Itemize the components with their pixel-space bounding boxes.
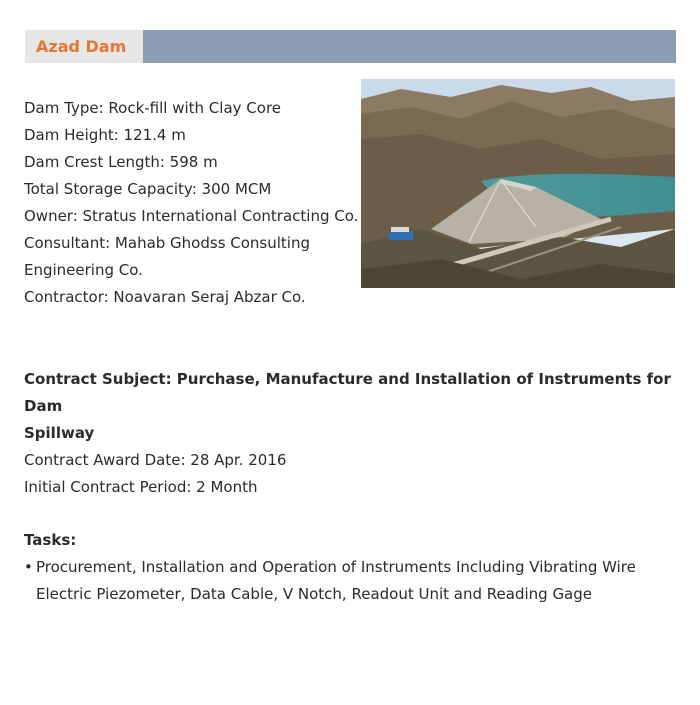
task-item <box>24 554 679 608</box>
detail-storage-capacity: Total Storage Capacity: 300 MCM <box>24 180 272 198</box>
contract-subject-line2: Spillway <box>24 424 95 442</box>
task-line1: Procurement, Installation and Operation of Instruments Including Vibrating Wire <box>36 558 636 576</box>
detail-contractor: Contractor: Noavaran Seraj Abzar Co. <box>24 288 306 306</box>
detail-consultant-cont: Engineering Co. <box>24 261 143 279</box>
contract-subject-line1: Contract Subject: Purchase, Manufacture and Installation of Instruments for Dam <box>24 370 671 415</box>
contract-subject <box>24 366 679 447</box>
detail-crest-length: Dam Crest Length: 598 m <box>24 153 218 171</box>
tasks-section <box>24 527 679 608</box>
task-line2: Electric Piezometer, Data Cable, V Notch, Readout Unit and Reading Gage <box>36 585 593 603</box>
detail-consultant: Consultant: Mahab Ghodss Consulting <box>24 234 311 252</box>
tasks-heading: Tasks: <box>24 531 77 549</box>
header-tab <box>25 30 143 63</box>
contract-award-date: Contract Award Date: 28 Apr. 2016 <box>24 451 287 469</box>
bullet-icon: • <box>24 558 33 576</box>
section-header <box>25 30 676 63</box>
page-title: Azad Dam <box>36 37 127 56</box>
dam-details <box>24 95 359 311</box>
contract-section <box>24 366 679 501</box>
dam-photo <box>361 79 675 288</box>
detail-owner: Owner: Stratus International Contracting Co. <box>24 207 359 225</box>
contract-period: Initial Contract Period: 2 Month <box>24 478 258 496</box>
detail-dam-height: Dam Height: 121.4 m <box>24 126 186 144</box>
detail-dam-type: Dam Type: Rock-fill with Clay Core <box>24 99 282 117</box>
